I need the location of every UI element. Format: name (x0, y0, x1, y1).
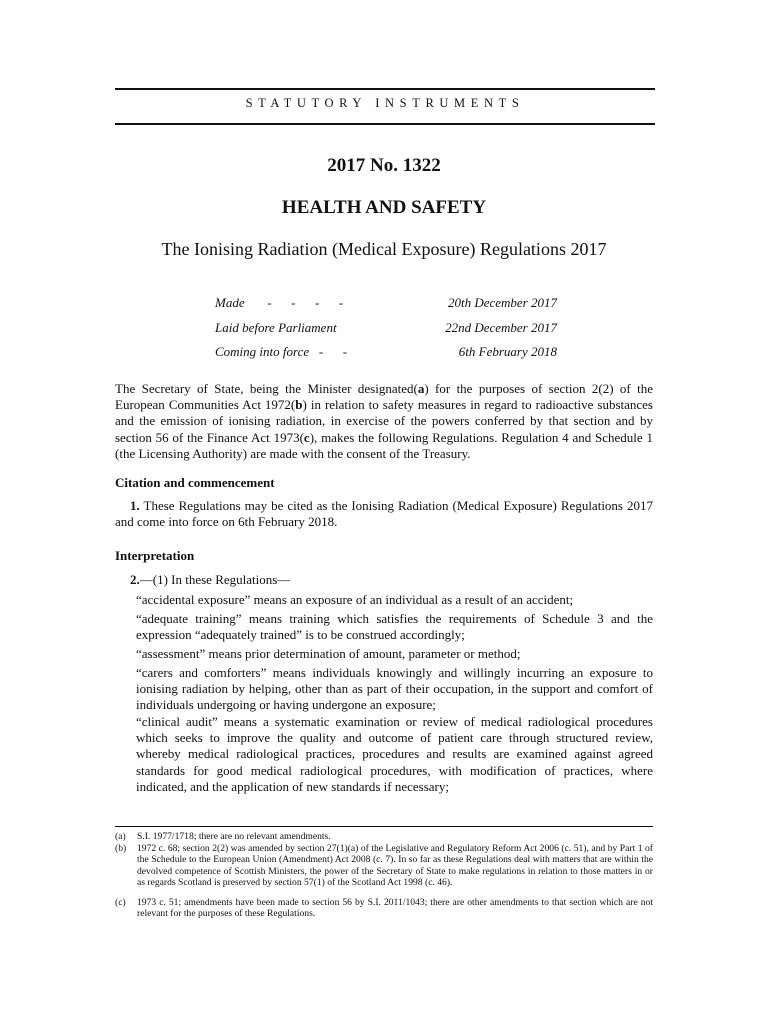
definition-item: “accidental exposure” means an exposure of an individual as a result of an accident; (136, 592, 574, 607)
date-value: 22nd December 2017 (445, 320, 557, 335)
preamble-paragraph: The Secretary of State, being the Minister designated(a) for the purposes of section 2(2) of the European Communities Act 1972(b) in relation to safety measures in regard to radioactive substances and the emission of ionising radiation, in exercise of the powers conferred by that section and by section 56 of the Finance Act 1973(c), makes the following Regulations. Regulation 4 and Schedule 1 (the Licensing Authority) are made with the consent of the Treasury. (115, 381, 654, 461)
regulation-1-paragraph: 1. These Regulations may be cited as the Ionising Radiation (Medical Exposure) Regulations 2017 and come into force on 6th February 2018. (115, 498, 653, 530)
date-value: 6th February 2018 (458, 344, 557, 359)
date-label: Made - - - - (215, 295, 344, 310)
subject-heading: HEALTH AND SAFETY (281, 197, 487, 218)
date-label: Laid before Parliament (215, 320, 337, 335)
footnote-text: S.I. 1977/1718; there are no relevant amendments. (137, 831, 331, 842)
footnote-b (115, 843, 653, 888)
header-bottom-rule (115, 123, 655, 125)
definition-item: “carers and comforters” means individuals knowingly and willingly incurring an exposure to ionising radiation by helping, other than as part of their occupation, in the support and comfort of individuals undergoing or having undergone an exposure; (136, 665, 653, 713)
instrument-number: 2017 No. 1322 (327, 155, 441, 176)
regulation-number: 1. (130, 498, 140, 513)
regulation-2-intro: 2.—(1) In these Regulations— (130, 572, 291, 587)
footnote-c (115, 897, 653, 920)
footnote-text: 1972 c. 68; section 2(2) was amended by section 27(1)(a) of the Legislative and Regulatory Reform Act 2006 (c. 51), and by Part 1 of the Schedule to the European Union (Amendment) Act 2008 (c. 7). In so far as these Regulations deal with matters that are within the devolved competence of Scottish Ministers, the power of the Secretary of State to make regulations in relation to those matters in or as regards Scotland is preserved by section 57(1) of the Scotland Act 1998 (c. 46). (137, 843, 653, 888)
date-value: 20th December 2017 (447, 295, 557, 310)
footnote-marker: (c) (115, 897, 126, 908)
date-row-made (215, 295, 557, 313)
definition-item: “assessment” means prior determination of amount, parameter or method; (136, 646, 521, 661)
date-row-laid (215, 320, 557, 338)
footnote-marker: (a) (115, 831, 126, 842)
regulation-number: 2. (130, 572, 140, 587)
footnote-marker: (b) (115, 843, 127, 854)
footnote-separator (115, 826, 653, 827)
footnote-ref[interactable]: b (295, 397, 303, 413)
footnote-text: 1973 c. 51; amendments have been made to section 56 by S.I. 2011/1043; there are other amendments to that section which are not relevant for the purposes of these Regulations. (137, 897, 653, 920)
series-title: STATUTORY INSTRUMENTS (245, 96, 525, 110)
header-top-rule (115, 88, 655, 90)
date-label: Coming into force - - (215, 344, 348, 359)
section-heading-interpretation: Interpretation (115, 548, 195, 563)
definition-item: “adequate training” means training which satisfies the requirements of Schedule 3 and the expression “adequately trained” is to be construed accordingly; (136, 611, 653, 643)
section-heading-citation: Citation and commencement (115, 475, 275, 490)
regulations-title: The Ionising Radiation (Medical Exposure) Regulations 2017 (161, 239, 607, 259)
date-row-coming-into-force (215, 344, 557, 362)
footnote-ref[interactable]: c (303, 429, 310, 445)
footnote-a (115, 831, 653, 842)
definition-item: “clinical audit” means a systematic examination or review of medical radiological procedures which seeks to improve the quality and outcome of patient care through structured review, whereby medical radiological practices, procedures and results are examined against agreed standards for good medical radiological procedures, with modification of practices, where indicated, and the application of new standards if necessary; (136, 714, 653, 794)
footnote-ref[interactable]: a (417, 381, 425, 396)
